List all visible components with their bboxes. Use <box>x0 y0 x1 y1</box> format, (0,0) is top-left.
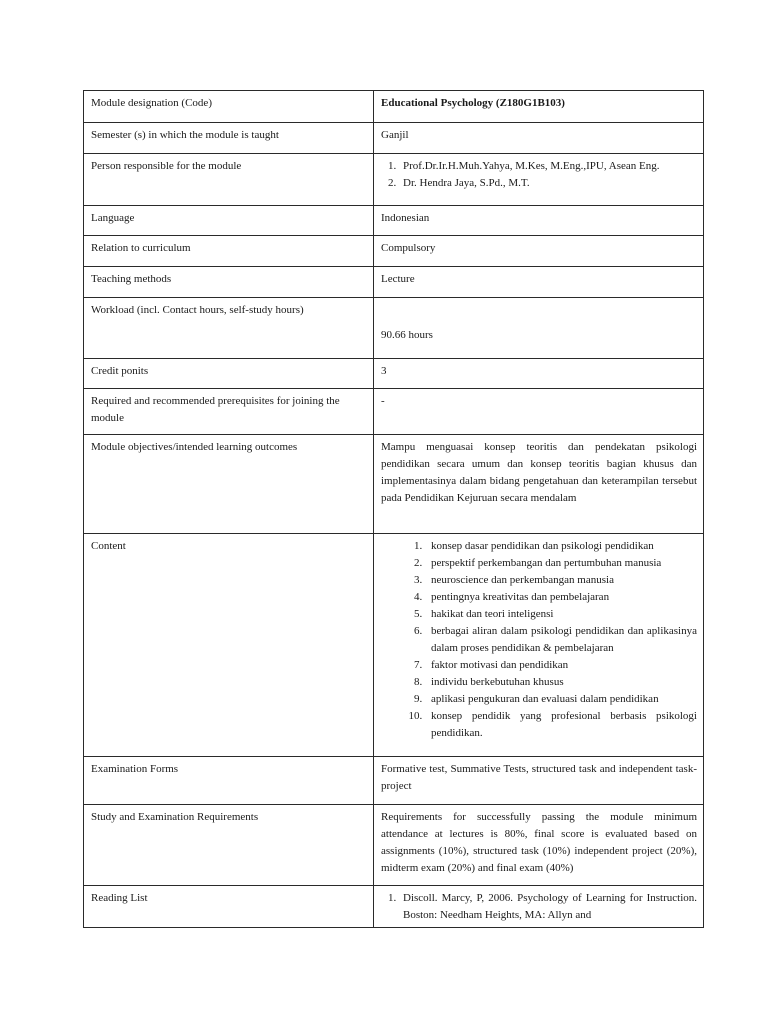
responsible-item: 1. Prof.Dr.Ir.H.Muh.Yahya, M.Kes, M.Eng.,IPU, Asean Eng. <box>399 158 697 175</box>
responsible-list <box>381 158 697 192</box>
row-language <box>84 206 704 236</box>
label-reading-list: Reading List <box>84 886 374 928</box>
label-content: Content <box>84 534 374 757</box>
value-reading-list <box>374 886 704 928</box>
value-semester: Ganjil <box>374 123 704 154</box>
value-objectives: Mampu menguasai konsep teoritis dan pendekatan psikologi pendidikan secara umum dan konsep teoritis bagian khusus dan implementasinya dalam bidang pengetahuan dan keterampilan tersebut pada Pendidikan Kejuruan secara mendalam <box>374 435 704 534</box>
content-item: 4. pentingnya kreativitas dan pembelajaran <box>425 589 697 606</box>
row-credit <box>84 359 704 389</box>
content-item: 10. konsep pendidik yang profesional berbasis psikologi pendidikan. <box>425 708 697 742</box>
content-item: 7. faktor motivasi dan pendidikan <box>425 657 697 674</box>
label-relation-curriculum: Relation to curriculum <box>84 236 374 267</box>
row-workload <box>84 298 704 359</box>
reading-list <box>381 890 697 924</box>
content-item: 1. konsep dasar pendidikan dan psikologi pendidikan <box>425 538 697 555</box>
label-prerequisites: Required and recommended prerequisites for joining the module <box>84 389 374 435</box>
content-item: 9. aplikasi pengukuran dan evaluasi dalam pendidikan <box>425 691 697 708</box>
value-relation-curriculum: Compulsory <box>374 236 704 267</box>
label-workload: Workload (incl. Contact hours, self-study hours) <box>84 298 374 359</box>
row-objectives <box>84 435 704 534</box>
content-item: 5. hakikat dan teori inteligensi <box>425 606 697 623</box>
content-list <box>381 538 697 742</box>
value-module-designation: Educational Psychology (Z180G1B103) <box>374 91 704 123</box>
label-language: Language <box>84 206 374 236</box>
label-requirements: Study and Examination Requirements <box>84 805 374 886</box>
label-module-designation: Module designation (Code) <box>84 91 374 123</box>
reading-item: 1. Discoll. Marcy, P, 2006. Psychology of Learning for Instruction. Boston: Needham Heights, MA: Allyn and <box>399 890 697 924</box>
value-person-responsible <box>374 154 704 206</box>
value-language: Indonesian <box>374 206 704 236</box>
row-teaching <box>84 267 704 298</box>
workload-spacer <box>381 302 697 319</box>
value-teaching-methods: Lecture <box>374 267 704 298</box>
value-prerequisites: - <box>374 389 704 435</box>
content-item: 6. berbagai aliran dalam psikologi pendidikan dan aplikasinya dalam proses pendidikan & pembelajaran <box>425 623 697 657</box>
row-semester <box>84 123 704 154</box>
responsible-item: 2. Dr. Hendra Jaya, S.Pd., M.T. <box>399 175 697 192</box>
value-content <box>374 534 704 757</box>
label-credit-points: Credit ponits <box>84 359 374 389</box>
row-relation <box>84 236 704 267</box>
content-item: 2. perspektif perkembangan dan pertumbuhan manusia <box>425 555 697 572</box>
value-workload: 90.66 hours <box>381 329 433 341</box>
row-reading-list <box>84 886 704 928</box>
row-prerequisites <box>84 389 704 435</box>
row-exam-forms <box>84 757 704 805</box>
value-requirements: Requirements for successfully passing the module minimum attendance at lectures is 80%, final score is evaluated based on assignments (10%), structured task (10%) independent project (20%), midterm exam (20%) and final exam (40%) <box>374 805 704 886</box>
label-semester: Semester (s) in which the module is taught <box>84 123 374 154</box>
content-item: 8. individu berkebutuhan khusus <box>425 674 697 691</box>
row-content <box>84 534 704 757</box>
row-responsible <box>84 154 704 206</box>
value-workload-cell <box>374 298 704 359</box>
content-item: 3. neuroscience dan perkembangan manusia <box>425 572 697 589</box>
label-objectives: Module objectives/intended learning outcomes <box>84 435 374 534</box>
value-exam-forms: Formative test, Summative Tests, structured task and independent task-project <box>374 757 704 805</box>
module-table <box>83 90 704 928</box>
label-person-responsible: Person responsible for the module <box>84 154 374 206</box>
row-designation <box>84 91 704 123</box>
label-teaching-methods: Teaching methods <box>84 267 374 298</box>
value-credit-points: 3 <box>374 359 704 389</box>
label-exam-forms: Examination Forms <box>84 757 374 805</box>
row-requirements <box>84 805 704 886</box>
